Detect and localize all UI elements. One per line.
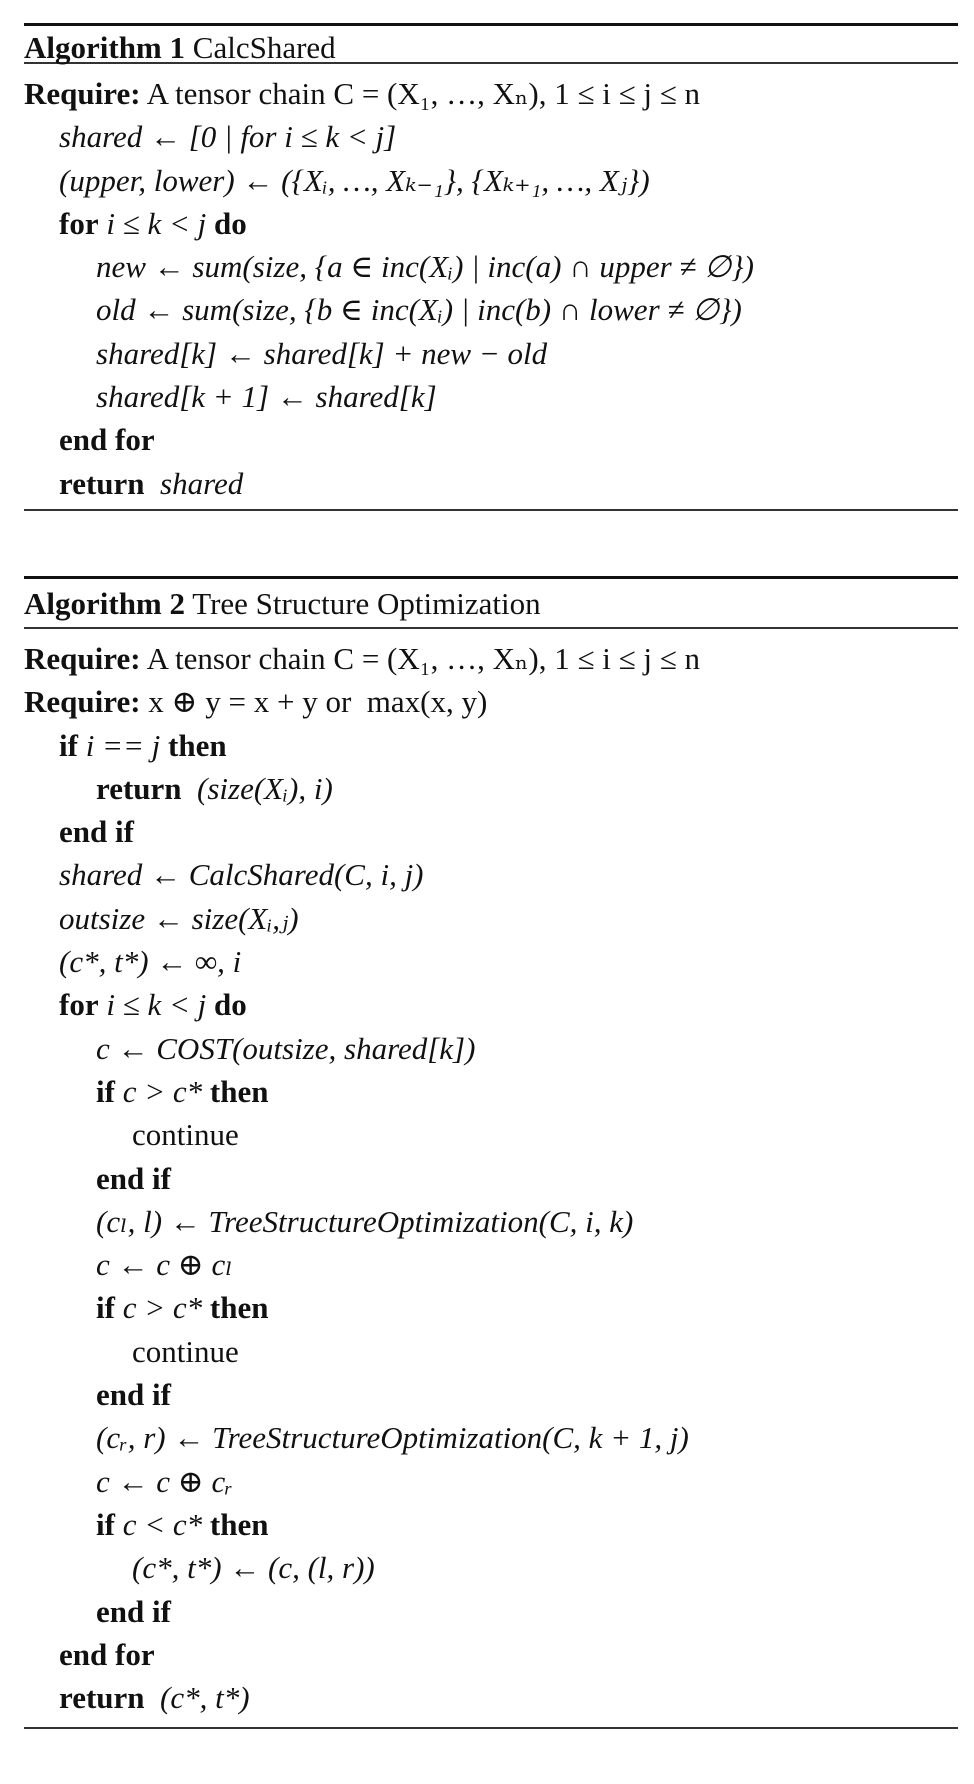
algorithm-line	[24, 767, 958, 810]
algorithm-line	[24, 159, 958, 202]
keyword: then	[209, 1290, 269, 1326]
algorithm-line	[24, 72, 958, 115]
statement-text: shared ← [0 | for i ≤ k < j]	[59, 119, 397, 155]
algorithm-line	[24, 1286, 958, 1329]
statement-text: shared ← CalcShared(C, i, j)	[59, 857, 424, 893]
algorithm-line	[24, 1546, 958, 1589]
algorithm-line	[24, 1416, 958, 1459]
keyword: end if	[96, 1160, 171, 1196]
algorithm-line	[24, 853, 958, 896]
statement-text: x ⊕ y = x + y or max(x, y)	[140, 684, 488, 720]
statement-text: shared	[144, 465, 244, 501]
algorithm-line	[24, 1590, 958, 1633]
statement-text: (upper, lower) ← ({Xᵢ, …, Xₖ₋₁}, {Xₖ₊₁, …, Xⱼ})	[59, 162, 650, 198]
algorithm-line	[24, 810, 958, 853]
keyword: then	[209, 1506, 269, 1542]
keyword: return	[59, 1680, 145, 1716]
algorithm-line	[24, 1113, 958, 1156]
statement-text: (c*, t*) ← ∞, i	[59, 944, 242, 980]
statement-text: shared[k + 1] ← shared[k]	[96, 379, 437, 415]
statement-text: c ← c ⊕ cₗ	[96, 1247, 233, 1283]
algorithm-line	[24, 462, 958, 505]
keyword: end for	[59, 1636, 155, 1672]
algorithm-caption	[24, 579, 958, 627]
algorithm-line	[24, 1200, 958, 1243]
statement-text: (cᵣ, r) ← TreeStructureOptimization(C, k + 1, j)	[96, 1420, 689, 1456]
algorithm-line	[24, 637, 958, 680]
algorithm-line	[24, 1676, 958, 1719]
keyword: if	[96, 1073, 115, 1109]
keyword: end for	[59, 422, 155, 458]
algorithm-line	[24, 288, 958, 331]
keyword: return	[96, 770, 182, 806]
algorithm-line	[24, 1460, 958, 1503]
algorithm-line	[24, 1330, 958, 1373]
statement-text: i == j	[77, 727, 169, 763]
statement-text: new ← sum(size, {a ∈ inc(Xᵢ) | inc(a) ∩ upper ≠ ∅})	[96, 249, 754, 285]
keyword: then	[209, 1073, 269, 1109]
statement-text: continue	[132, 1117, 239, 1153]
algorithm-2	[24, 576, 958, 1729]
bottom-rule	[24, 1727, 958, 1729]
statement-text: c > c*	[114, 1290, 210, 1326]
algorithm-line	[24, 1070, 958, 1113]
keyword: Require:	[24, 684, 141, 720]
statement-text: c < c*	[114, 1506, 210, 1542]
statement-text: c > c*	[114, 1073, 210, 1109]
algorithm-title: CalcShared	[192, 30, 336, 65]
statement-text: c ← COST(outsize, shared[k])	[96, 1030, 476, 1066]
algorithm-line	[24, 115, 958, 158]
keyword: end if	[59, 814, 134, 850]
statement-text: shared[k] ← shared[k] + new − old	[96, 335, 548, 371]
statement-text: (size(Xᵢ), i)	[181, 770, 333, 806]
keyword: Require:	[24, 641, 141, 676]
keyword: if	[96, 1290, 115, 1326]
keyword: for	[59, 205, 99, 241]
algorithm-line	[24, 1027, 958, 1070]
statement-text: continue	[132, 1333, 239, 1369]
algorithm-line	[24, 418, 958, 461]
algorithm-line	[24, 1157, 958, 1200]
keyword: return	[59, 465, 145, 501]
keyword: then	[168, 727, 227, 763]
statement-text: (c*, t*)	[144, 1680, 250, 1716]
statement-text: (cₗ, l) ← TreeStructureOptimization(C, i, k)	[96, 1203, 634, 1239]
statement-text: i ≤ k < j	[98, 205, 215, 241]
algorithm-1	[24, 23, 958, 511]
statement-text: A tensor chain C = (X₁, …, Xₙ), 1 ≤ i ≤ j ≤ n	[140, 76, 700, 111]
statement-text: A tensor chain C = (X₁, …, Xₙ), 1 ≤ i ≤ j ≤ n	[140, 641, 700, 676]
keyword: Require:	[24, 76, 141, 111]
algorithm-line	[24, 332, 958, 375]
keyword: if	[96, 1506, 115, 1542]
algorithm-label: Algorithm 2	[24, 586, 186, 621]
keyword: end if	[96, 1593, 171, 1629]
algorithm-line	[24, 375, 958, 418]
keyword: for	[59, 987, 99, 1023]
algorithm-line	[24, 1633, 958, 1676]
algorithm-line	[24, 940, 958, 983]
keyword: do	[214, 205, 247, 241]
statement-text: (c*, t*) ← (c, (l, r))	[132, 1550, 375, 1586]
algorithm-line	[24, 245, 958, 288]
algorithm-label: Algorithm 1	[24, 30, 186, 65]
algorithm-body	[24, 629, 958, 1719]
keyword: if	[59, 727, 78, 763]
algorithm-line	[24, 897, 958, 940]
keyword: end if	[96, 1377, 171, 1413]
algorithm-line	[24, 983, 958, 1026]
bottom-rule	[24, 509, 958, 511]
keyword: do	[214, 987, 247, 1023]
algorithm-line	[24, 680, 958, 723]
algorithm-body	[24, 64, 958, 505]
statement-text: outsize ← size(Xᵢ,ⱼ)	[59, 900, 299, 936]
algorithm-line	[24, 1243, 958, 1286]
algorithm-line	[24, 202, 958, 245]
algorithm-title: Tree Structure Optimization	[192, 586, 541, 621]
statement-text: c ← c ⊕ cᵣ	[96, 1463, 233, 1499]
algorithm-line	[24, 1373, 958, 1416]
algorithm-line	[24, 1503, 958, 1546]
statement-text: old ← sum(size, {b ∈ inc(Xᵢ) | inc(b) ∩ lower ≠ ∅})	[96, 292, 742, 328]
algorithm-line	[24, 724, 958, 767]
statement-text: i ≤ k < j	[98, 987, 215, 1023]
algorithm-caption	[24, 26, 958, 65]
